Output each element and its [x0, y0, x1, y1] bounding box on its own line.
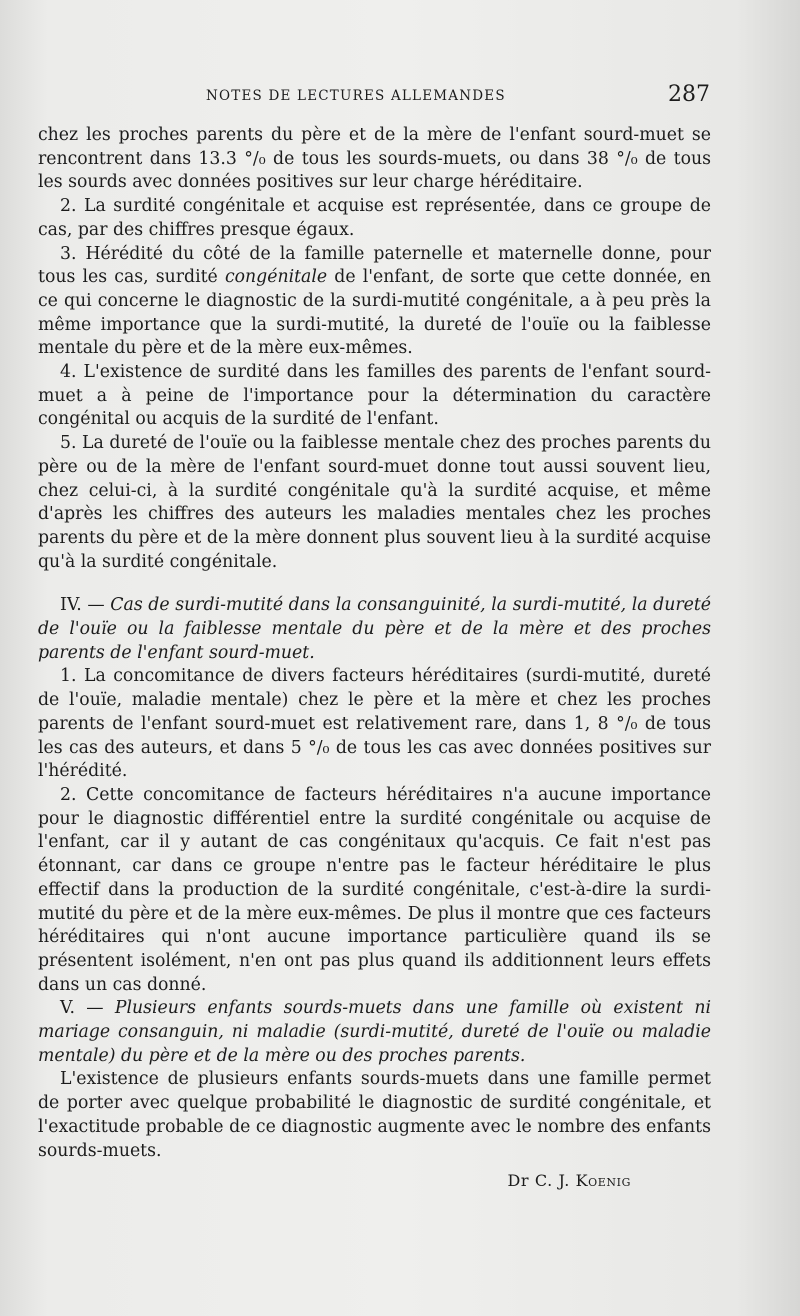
paragraph-4: 4. L'existence de surdité dans les familles des parents de l'enfant sourd-muet a à peine de l'importance pour la détermination du caractère congénital ou acquis de la surdité de l'enfant.: [38, 362, 711, 430]
section-4-paragraph-1: 1. La concomitance de divers facteurs héréditaires (surdi-mutité, dureté de l'ouïe, maladie mentale) chez le père et la mère et chez les proches parents de l'enfant sourd-muet est relativement rare, dans 1, 8 °/₀ de tous les cas des auteurs, et dans 5 °/₀ de tous les cas avec données positives sur l'hérédité.: [38, 666, 711, 782]
paragraph-3-end: de l'enfant, de sorte que cette donnée, en ce qui concerne le diagnostic de la surdi-mutité congénitale, a à peu près la même importance que la surdi-mutité, la dureté de l'ouïe ou la faiblesse mentale du père et de la mère eux-mêmes.: [38, 267, 711, 359]
section-5-heading: [38, 997, 711, 1068]
paragraph-continuation: chez les proches parents du père et de la mère de l'enfant sourd-muet se rencontrent dans 13.3 °/₀ de tous les sourds-muets, ou dans 38 °/₀ de tous les sourds avec données positives sur leur charge héréditaire.: [38, 125, 711, 193]
page-number: 287: [668, 82, 710, 107]
section-4-title: Cas de surdi-mutité dans la consanguinité, la surdi-mutité, la dureté de l'ouïe ou la faiblesse mentale du père et de la mère et des proches parents de l'enfant sourd-muet.: [38, 595, 711, 663]
paragraph-3: [38, 243, 711, 362]
section-4-paragraph-2: 2. Cette concomitance de facteurs héréditaires n'a aucune importance pour le diagnostic différentiel entre la surdité congénitale ou acquise de l'enfant, car il y autant de cas congénitaux qu'acquis. Ce fait n'est pas étonnant, car dans ce groupe n'entre pas le facteur héréditaire le plus effectif dans la production de la surdité congénitale, c'est-à-dire la surdi-mutité du père et de la mère eux-mêmes. De plus il montre que ces facteurs héréditaires qui n'ont aucune importance particulière quand ils se présentent isolément, n'en ont pas plus quand ils additionnent leurs effets dans un cas donné.: [38, 784, 711, 995]
author-name: C. J. Koenig: [534, 1171, 631, 1191]
running-title: NOTES DE LECTURES ALLEMANDES: [206, 88, 506, 104]
body-text: [38, 124, 711, 1193]
paragraph-5: 5. La dureté de l'ouïe ou la faiblesse mentale chez des proches parents du père ou de la mère de l'enfant sourd-muet donne tout aussi souvent lieu, chez celui-ci, à la surdité congénitale qu'à la surdité acquise, et même d'après les chiffres des auteurs les maladies mentales chez les proches parents du père et de la mère donnent plus souvent lieu à la surdité acquise qu'à la surdité congénitale.: [38, 433, 711, 572]
section-5-numeral: V. —: [60, 998, 115, 1019]
section-5-title: Plusieurs enfants sourds-muets dans une famille où existent ni mariage consanguin, ni maladie (surdi-mutité, dureté de l'ouïe ou maladie mentale) du père et de la mère ou des proches parents.: [38, 998, 711, 1066]
page-header: [38, 82, 710, 112]
section-4-numeral: IV. —: [60, 595, 111, 616]
paragraph-2: 2. La surdité congénitale et acquise est représentée, dans ce groupe de cas, par des chiffres presque égaux.: [38, 196, 711, 240]
paragraph-3-start: 3. Hérédité du côté de la famille paternelle et maternelle donne, pour tous les cas, surdité: [38, 243, 711, 288]
section-4-heading: [38, 594, 711, 665]
paragraph-3-emphasis: congénitale: [224, 267, 328, 288]
author-title: Dr: [507, 1171, 530, 1191]
author-signature: [38, 1169, 711, 1193]
section-5-paragraph-1: L'existence de plusieurs enfants sourds-muets dans une famille permet de porter avec quelque probabilité le diagnostic de surdité congénitale, et l'exactitude probable de ce diagnostic augmente avec le nombre des enfants sourds-muets.: [38, 1069, 711, 1161]
